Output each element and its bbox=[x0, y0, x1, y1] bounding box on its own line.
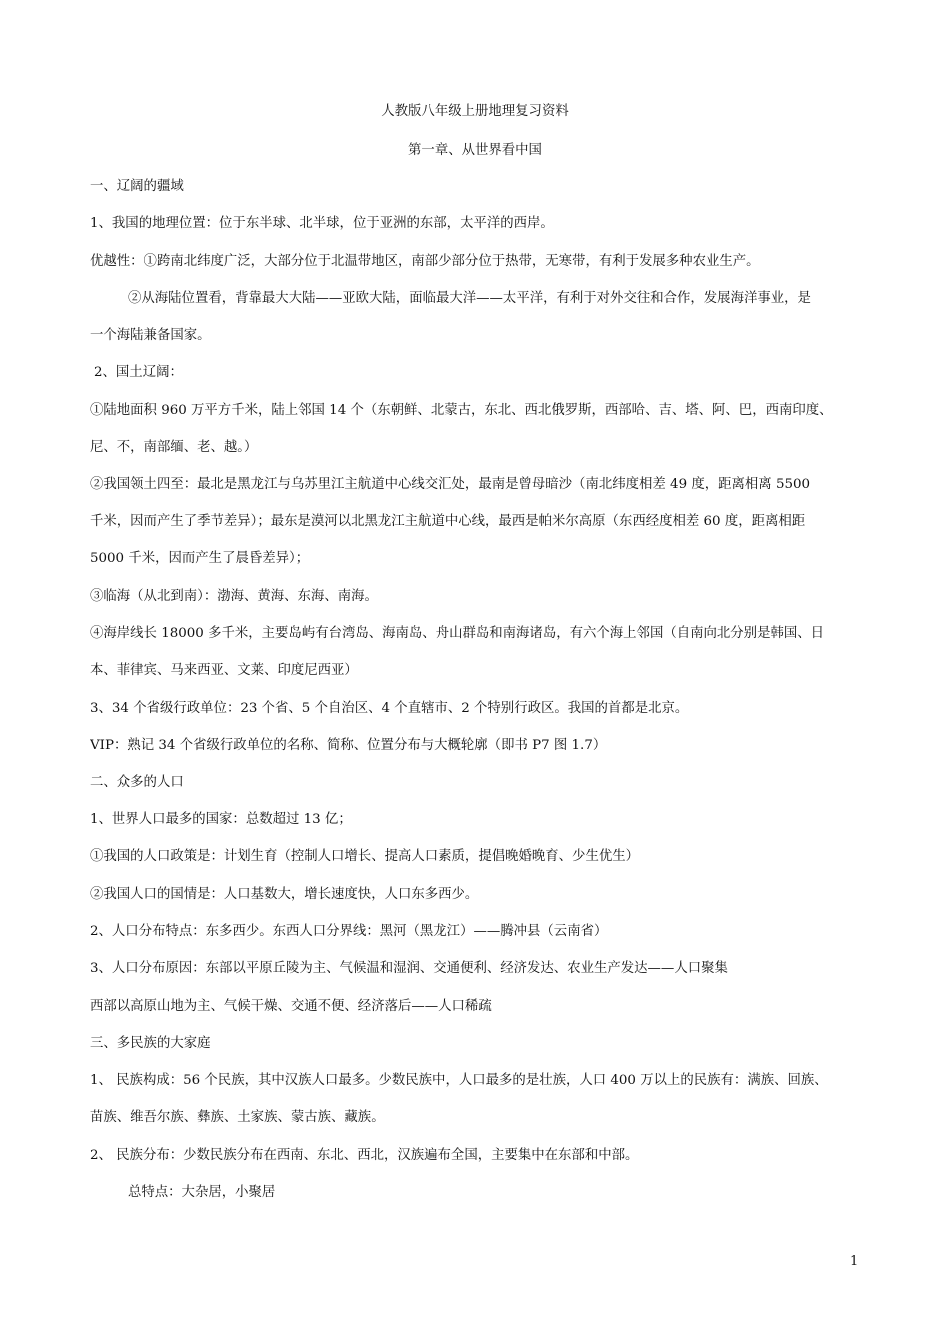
paragraph-line: 3、34 个省级行政单位：23 个省、5 个自治区、4 个直辖市、2 个特别行政区。我国的首都是北京。 bbox=[90, 701, 689, 716]
section-heading: 一、辽阔的疆域 bbox=[90, 179, 184, 194]
paragraph-line: ①我国的人口政策是：计划生育（控制人口增长、提高人口素质，提倡晚婚晚育、少生优生） bbox=[90, 849, 640, 864]
paragraph-line: 2、人口分布特点：东多西少。东西人口分界线：黑河（黑龙江）——腾冲县（云南省） bbox=[90, 924, 608, 939]
paragraph-line: ②我国领土四至：最北是黑龙江与乌苏里江主航道中心线交汇处，最南是曾母暗沙（南北纬度相差 49 度，距离相离 5500 bbox=[90, 477, 811, 492]
paragraph-line: VIP：熟记 34 个省级行政单位的名称、简称、位置分布与大概轮廓（即书 P7 图 1.7） bbox=[90, 738, 607, 753]
paragraph-line: 1、 民族构成：56 个民族，其中汉族人口最多。少数民族中，人口最多的是壮族，人口 400 万以上的民族有：满族、回族、 bbox=[90, 1073, 828, 1088]
section-heading: 三、多民族的大家庭 bbox=[90, 1036, 211, 1051]
paragraph-line: 苗族、维吾尔族、彝族、土家族、蒙古族、藏族。 bbox=[90, 1110, 385, 1125]
paragraph-line: 5000 千米，因而产生了晨昏差异）； bbox=[90, 551, 310, 566]
paragraph-line: 2、 民族分布：少数民族分布在西南、东北、西北，汉族遍布全国，主要集中在东部和中部。 bbox=[90, 1148, 639, 1163]
paragraph-line: 1、我国的地理位置：位于东半球、北半球，位于亚洲的东部，太平洋的西岸。 bbox=[90, 216, 554, 231]
paragraph-line: ④海岸线长 18000 多千米，主要岛屿有台湾岛、海南岛、舟山群岛和南海诸岛，有六个海上邻国（自南向北分别是韩国、日 bbox=[90, 626, 825, 641]
paragraph-line: 一个海陆兼备国家。 bbox=[90, 328, 211, 343]
paragraph-line: ②我国人口的国情是：人口基数大，增长速度快，人口东多西少。 bbox=[90, 887, 479, 902]
page-number: 1 bbox=[850, 1254, 859, 1269]
section-heading: 二、众多的人口 bbox=[90, 775, 184, 790]
paragraph-line: ①陆地面积 960 万平方千米，陆上邻国 14 个（东朝鲜、北蒙古，东北、西北俄罗斯，西部哈、吉、塔、阿、巴，西南印度、 bbox=[90, 403, 833, 418]
paragraph-line: ②从海陆位置看，背靠最大大陆——亚欧大陆，面临最大洋——太平洋，有利于对外交往和合作，发展海洋事业，是 bbox=[128, 291, 811, 306]
paragraph-line: 3、人口分布原因：东部以平原丘陵为主、气候温和湿润、交通便利、经济发达、农业生产发达——人口聚集 bbox=[90, 961, 728, 976]
paragraph-line: 优越性：①跨南北纬度广泛，大部分位于北温带地区，南部少部分位于热带，无寒带，有利于发展多种农业生产。 bbox=[90, 254, 760, 269]
paragraph-line: 千米，因而产生了季节差异）；最东是漠河以北黑龙江主航道中心线，最西是帕米尔高原（东西经度相差 60 度，距离相距 bbox=[90, 514, 806, 529]
paragraph-line: 西部以高原山地为主、气候干燥、交通不便、经济落后——人口稀疏 bbox=[90, 999, 492, 1014]
paragraph-line: ③临海（从北到南）：渤海、黄海、东海、南海。 bbox=[90, 589, 378, 604]
paragraph-line: 本、菲律宾、马来西亚、文莱、印度尼西亚） bbox=[90, 663, 358, 678]
document-title: 人教版八年级上册地理复习资料 bbox=[381, 104, 569, 119]
paragraph-line: 1、世界人口最多的国家：总数超过 13 亿； bbox=[90, 812, 352, 827]
chapter-heading: 第一章、从世界看中国 bbox=[408, 143, 542, 158]
paragraph-line: 尼、不，南部缅、老、越。） bbox=[90, 440, 258, 455]
paragraph-line: 总特点：大杂居，小聚居 bbox=[128, 1185, 276, 1200]
subsection-heading: 2、国土辽阔： bbox=[94, 365, 183, 380]
